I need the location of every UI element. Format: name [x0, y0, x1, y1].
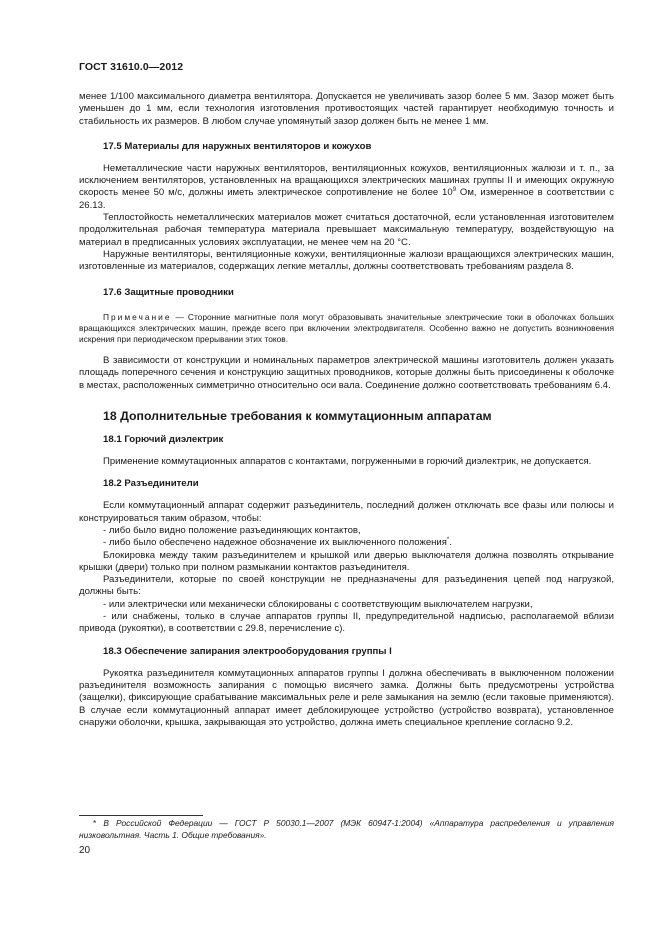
- section-17-6-paragraph-1: В зависимости от конструкции и номинальных параметров электрической машины изготовитель должен указать площадь поперечного сечения и конструкцию защитных проводников, которые должны быть присоединены к оболочке в местах, расположенных симметрично относительно оси вала. Соединение должно соответствовать требованиям 6.4.: [79, 355, 614, 391]
- footnote-mark: *: [93, 818, 97, 828]
- superscript: 9: [452, 187, 457, 194]
- note-label: Примечание: [103, 311, 172, 322]
- section-18-title: 18 Дополнительные требования к коммутационным аппаратам: [103, 409, 492, 424]
- section-17-5-title: 17.5 Материалы для наружных вентиляторов и кожухов: [103, 140, 372, 152]
- footnote-divider: [79, 815, 203, 816]
- list-item: - или снабжены, только в случае аппаратов группы II, предупредительной надписью, располагаемой вблизи привода (рукоятки), в соответствии с 29.8, перечисление с).: [79, 611, 614, 635]
- list-item: - либо было видно положение разъединяющих контактов,: [103, 524, 361, 536]
- note-paragraph: [79, 312, 614, 346]
- list-item: - или электрически или механически сблокированы с соответствующим выключателем нагрузки,: [103, 598, 533, 610]
- section-18-3-paragraph-1: Рукоятка разъединителя коммутационных аппаратов группы I должна обеспечивать в выключенном положении разъединителя возможность запирания с помощью висячего замка. Должны быть предусмотрены устройства (защелки), фиксирующие срабатывание максимальных реле и реле замыкания на землю (если таковые применяются). В случае если коммутационный аппарат имеет деблокирующее устройство (устройство возврата), установленное снаружи оболочки, крышка, закрывающая это устройство, должна иметь специальное крепление согласно 9.2.: [79, 667, 614, 728]
- section-17-5-paragraph-1: [79, 163, 614, 212]
- page-body: [79, 91, 614, 729]
- page-number: 20: [79, 845, 91, 856]
- section-17-5-paragraph-2: Теплостойкость неметаллических материалов может считаться достаточной, если установленная изготовителем продолжительная рабочая температура материала превышает максимальную температуру, воздействующую на материал в предписанных условиях эксплуатации, не менее чем на 20 °С.: [79, 212, 614, 248]
- footnote-reference: *: [446, 537, 450, 544]
- section-18-2-paragraph-3: Разъединители, которые по своей конструкции не предназначены для разъединения цепей под нагрузкой, должны быть:: [79, 574, 614, 598]
- section-18-3-title: 18.3 Обеспечение запирания электрооборудования группы I: [103, 645, 392, 657]
- section-18-1-title: 18.1 Горючий диэлектрик: [103, 434, 224, 446]
- text-run: .: [449, 537, 452, 549]
- text-run: Ом, измеренное в соответствии с 26.13.: [79, 187, 614, 211]
- note-text: — Сторонние магнитные поля могут образовывать значительные электрические токи в оболочках больших вращающихся электрических машин, прежде всего при включении электродвигателя. Особенно важно не допустить возникновения искрения при периодическом прерывании этих токов.: [79, 311, 614, 344]
- running-header: ГОСТ 31610.0—2012: [79, 61, 184, 73]
- section-17-6-title: 17.6 Защитные проводники: [103, 286, 234, 298]
- footnote-text: В Российской Федерации — ГОСТ Р 50030.1—2007 (МЭК 60947-1:2004) «Аппаратура распределения и управления низковольтная. Часть 1. Общие требования».: [79, 818, 614, 840]
- section-18-2-paragraph-2: Блокировка между таким разъединителем и крышкой или дверью выключателя должна позволять открывание крышки (двери) только при полном размыкании контактов разъединителя.: [79, 549, 614, 573]
- section-17-5-paragraph-3: Наружные вентиляторы, вентиляционные кожухи, вентиляционные жалюзи вращающихся электрических машин, изготовленные из материалов, содержащих легкие металлы, должны соответствовать требованиям раздела 8.: [79, 248, 614, 273]
- section-18-1-paragraph-1: Применение коммутационных аппаратов с контактами, погруженными в горючий диэлектрик, не допускается.: [103, 456, 592, 468]
- list-item: [79, 537, 614, 549]
- section-18-2-title: 18.2 Разъединители: [103, 478, 199, 490]
- text-run: - либо было обеспечено надежное обозначение их выключенного положения: [103, 537, 447, 549]
- footnote: [79, 818, 614, 841]
- section-18-2-paragraph-1: Если коммутационный аппарат содержит разъединитель, последний должен отключать все фазы или полюсы и конструироваться таким образом, чтобы:: [79, 500, 614, 524]
- text-run: Неметаллические части наружных вентиляторов, вентиляционных кожухов, вентиляционных жалюзи и т. п., за исключением вентиляторов, установленных на вращающихся электрических машинах группы II и имеющих окружную скорость менее 50 м/с, должны иметь электрическое сопротивление не более 10: [79, 162, 614, 199]
- intro-paragraph: менее 1/100 максимального диаметра вентилятора. Допускается не увеличивать зазор более 5 мм. Зазор может быть уменьшен до 1 мм, если технология изготовления противостоящих частей гарантирует необходимую точность и стабильность их размеров. В любом случае упомянутый зазор должен быть не менее 1 мм.: [79, 91, 614, 127]
